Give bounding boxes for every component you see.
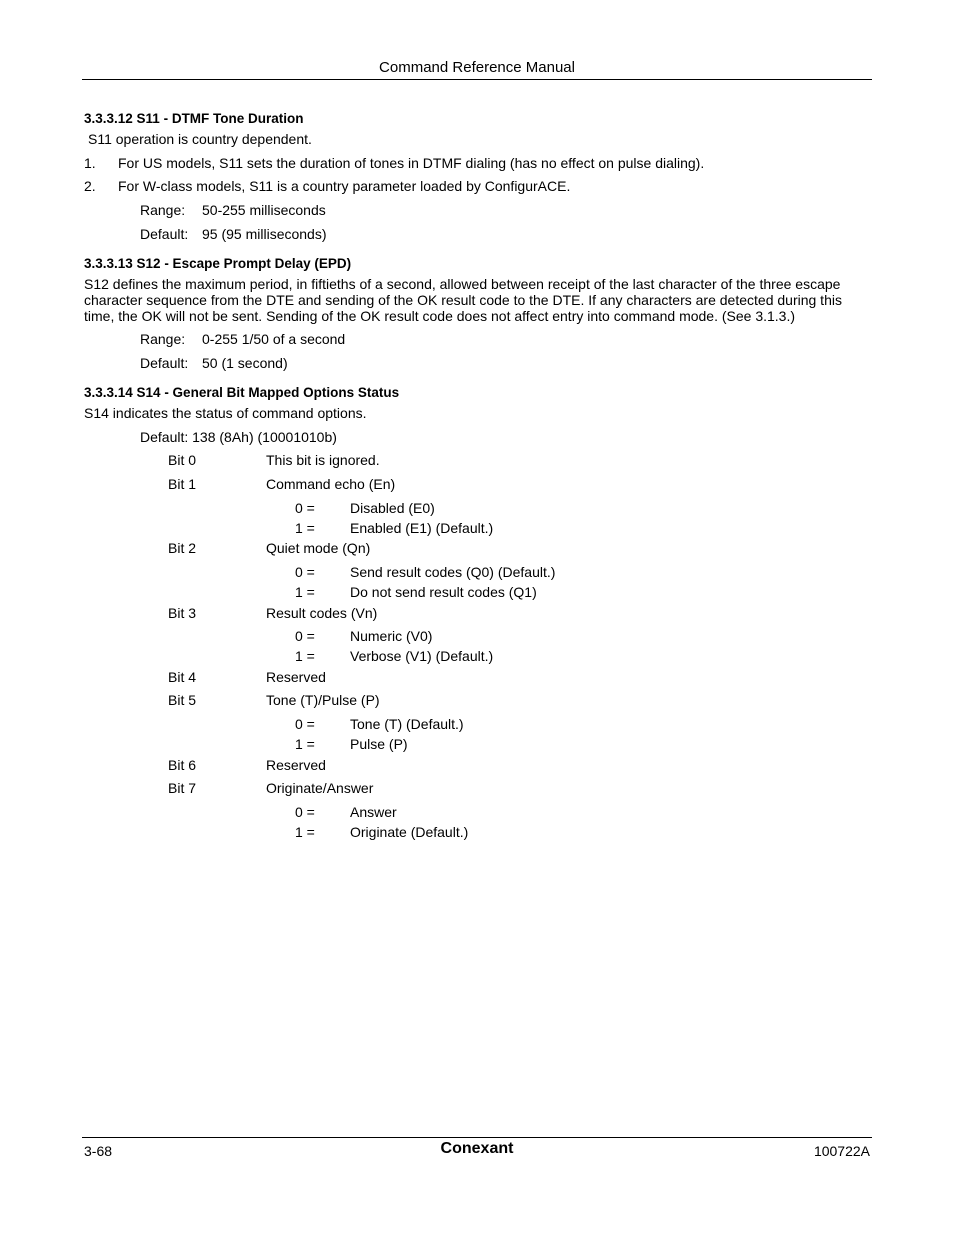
s11-range-label: Range: [140, 202, 186, 218]
s12-paragraph-line: time, the OK will not be sent. Sending of the OK result code does not affect entry into command mode. (See 3.1.3.) [84, 308, 796, 324]
option-value: 0 = [295, 804, 315, 820]
option-value: 1 = [295, 584, 315, 600]
bit-description: This bit is ignored. [266, 452, 380, 468]
bit-description: Result codes (Vn) [266, 605, 378, 621]
bit-description: Command echo (En) [266, 476, 396, 492]
footer-rule [82, 1137, 872, 1138]
list-item-text: For US models, S11 sets the duration of tones in DTMF dialing (has no effect on pulse dialing). [118, 155, 705, 171]
option-text: Verbose (V1) (Default.) [350, 648, 494, 664]
option-text: Tone (T) (Default.) [350, 716, 464, 732]
s12-range-label: Range: [140, 331, 186, 347]
s11-intro: S11 operation is country dependent. [88, 131, 312, 147]
bit-description: Quiet mode (Qn) [266, 540, 371, 556]
option-text: Answer [350, 804, 397, 820]
bit-description: Originate/Answer [266, 780, 374, 796]
option-text: Pulse (P) [350, 736, 408, 752]
list-item-number: 1. [84, 155, 96, 171]
s12-paragraph-line: character sequence from the DTE and sending of the OK result code to the DTE. If any characters are detected during this [84, 292, 842, 308]
option-text: Do not send result codes (Q1) [350, 584, 537, 600]
s14-intro: S14 indicates the status of command options. [84, 405, 367, 421]
option-value: 1 = [295, 824, 315, 840]
header-rule [82, 79, 872, 80]
bit-label: Bit 7 [168, 780, 197, 796]
section-heading-s12: 3.3.3.13 S12 - Escape Prompt Delay (EPD) [84, 256, 352, 271]
option-value: 1 = [295, 648, 315, 664]
s12-paragraph-line: S12 defines the maximum period, in fiftieths of a second, allowed between receipt of the last character of the three escape [84, 276, 841, 292]
option-value: 0 = [295, 500, 315, 516]
s11-default-value: 95 (95 milliseconds) [202, 226, 327, 242]
option-value: 0 = [295, 564, 315, 580]
option-value: 1 = [295, 520, 315, 536]
s12-default-value: 50 (1 second) [202, 355, 288, 371]
option-value: 0 = [295, 628, 315, 644]
option-value: 0 = [295, 716, 315, 732]
option-text: Send result codes (Q0) (Default.) [350, 564, 556, 580]
page-number: 3-68 [84, 1143, 113, 1159]
option-text: Numeric (V0) [350, 628, 433, 644]
s11-range-value: 50-255 milliseconds [202, 202, 326, 218]
bit-label: Bit 3 [168, 605, 197, 621]
bit-description: Reserved [266, 669, 326, 685]
s11-default-label: Default: [140, 226, 189, 242]
company-name: Conexant [440, 1140, 514, 1157]
s12-default-label: Default: [140, 355, 189, 371]
bit-description: Reserved [266, 757, 326, 773]
bit-label: Bit 4 [168, 669, 197, 685]
page-header-title: Command Reference Manual [379, 59, 575, 76]
section-heading-s11: 3.3.3.12 S11 - DTMF Tone Duration [84, 111, 304, 126]
bit-label: Bit 1 [168, 476, 197, 492]
list-item-number: 2. [84, 178, 96, 194]
document-number: 100722A [813, 1143, 870, 1159]
s14-default-line: Default: 138 (8Ah) (10001010b) [140, 429, 337, 445]
bit-label: Bit 5 [168, 692, 197, 708]
s12-range-value: 0-255 1/50 of a second [202, 331, 346, 347]
bit-label: Bit 2 [168, 540, 197, 556]
option-text: Enabled (E1) (Default.) [350, 520, 494, 536]
option-value: 1 = [295, 736, 315, 752]
option-text: Disabled (E0) [350, 500, 435, 516]
option-text: Originate (Default.) [350, 824, 469, 840]
list-item-text: For W-class models, S11 is a country parameter loaded by ConfigurACE. [118, 178, 571, 194]
section-heading-s14: 3.3.3.14 S14 - General Bit Mapped Options Status [84, 385, 400, 400]
bit-description: Tone (T)/Pulse (P) [266, 692, 380, 708]
bit-label: Bit 0 [168, 452, 197, 468]
bit-label: Bit 6 [168, 757, 197, 773]
